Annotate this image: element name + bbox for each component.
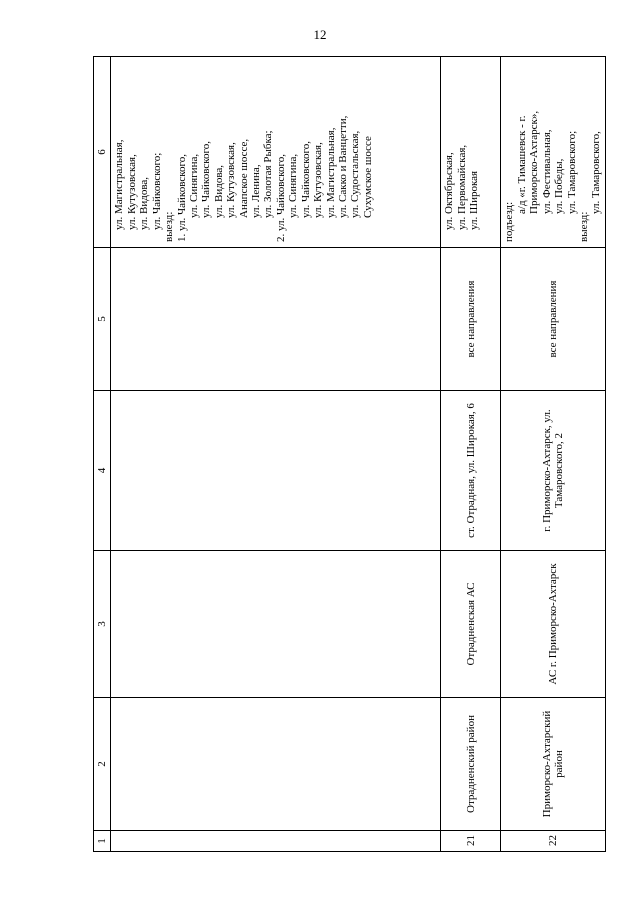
table-row-continuation xyxy=(111,57,441,852)
street-line: ул. Победы, xyxy=(553,158,566,214)
row-number: 22 xyxy=(501,831,606,852)
street-line: ул. Октябрьская, xyxy=(443,152,456,230)
street-line: ул. Чайковского, xyxy=(299,141,312,218)
street-line: ул. Чайковского; xyxy=(150,152,163,230)
street-line: выезд: xyxy=(163,211,176,242)
header-col-6: 6 xyxy=(94,57,111,248)
streets-cell xyxy=(441,57,501,248)
street-line: ул. Синягина, xyxy=(187,153,200,218)
cell-empty xyxy=(111,831,441,852)
row-number: 21 xyxy=(441,831,501,852)
direction-cell: все направления xyxy=(441,248,501,391)
cell-empty xyxy=(111,551,441,698)
header-col-3: 3 xyxy=(94,551,111,698)
street-line: ул. Судостальская, xyxy=(349,130,362,218)
district-cell: Отрадненский район xyxy=(441,698,501,831)
street-line: ул. Магистральная, xyxy=(324,127,337,218)
table-row-21 xyxy=(441,57,501,852)
street-line: ул. Ленина, xyxy=(250,164,263,218)
cell-empty xyxy=(111,391,441,551)
street-line: подъезд: xyxy=(503,201,516,242)
street-line: ул. Видова, xyxy=(212,164,225,218)
street-list xyxy=(113,62,374,242)
page-number: 12 xyxy=(313,27,327,42)
street-line: выезд: xyxy=(577,211,590,242)
header-col-4: 4 xyxy=(94,391,111,551)
street-line: ул. Тамаровского, xyxy=(590,131,603,214)
street-line: Анапское шоссе, xyxy=(237,138,250,218)
street-line: ул. Кутузовская, xyxy=(125,154,138,230)
street-line: ул. Золотая Рыбка; xyxy=(262,130,275,218)
streets-cell xyxy=(501,57,606,248)
rotated-table-container xyxy=(93,57,606,852)
street-line: ул. Кутузовская, xyxy=(225,142,238,218)
street-line: ул. Видова, xyxy=(138,176,151,230)
address-cell: г. Приморско-Ахтарск, ул. Тамаровского, 2 xyxy=(501,391,606,551)
street-list xyxy=(503,62,602,242)
district-cell: Приморско-Ахтарский район xyxy=(501,698,606,831)
header-col-2: 2 xyxy=(94,698,111,831)
routes-table xyxy=(93,56,606,852)
street-line: ул. Сакко и Ванцетти, xyxy=(337,115,350,218)
street-list xyxy=(443,62,480,242)
street-line: 2. ул. Чайковского, xyxy=(274,154,287,242)
header-row xyxy=(94,57,111,852)
street-line: ул. Тамаровского; xyxy=(565,130,578,214)
street-line: ул. Синягина, xyxy=(287,153,300,218)
streets-cell xyxy=(111,57,441,248)
cell-empty xyxy=(111,698,441,831)
street-line: ул. Широкая xyxy=(468,170,481,230)
address-cell: ст. Отрадная, ул. Широкая, 6 xyxy=(441,391,501,551)
street-line: ул. Чайковского, xyxy=(200,141,213,218)
header-col-1: 1 xyxy=(94,831,111,852)
header-col-5: 5 xyxy=(94,248,111,391)
street-line: а/д «г. Тимашевск - г. Приморско-Ахтарск», xyxy=(515,110,541,214)
station-cell: Отрадненская АС xyxy=(441,551,501,698)
table-row-22 xyxy=(501,57,606,852)
direction-cell: все направления xyxy=(501,248,606,391)
street-line: ул. Фестивальная, xyxy=(540,129,553,214)
station-cell: АС г. Приморско-Ахтарск xyxy=(501,551,606,698)
cell-empty xyxy=(111,248,441,391)
street-line: ул. Первомайская, xyxy=(455,144,468,230)
street-line: ул. Кутузовская, xyxy=(312,142,325,218)
street-line: Сухумское шоссе xyxy=(361,136,374,218)
street-line: ул. Магистральная, xyxy=(113,139,126,230)
street-line: 1. ул. Чайковского, xyxy=(175,154,188,242)
